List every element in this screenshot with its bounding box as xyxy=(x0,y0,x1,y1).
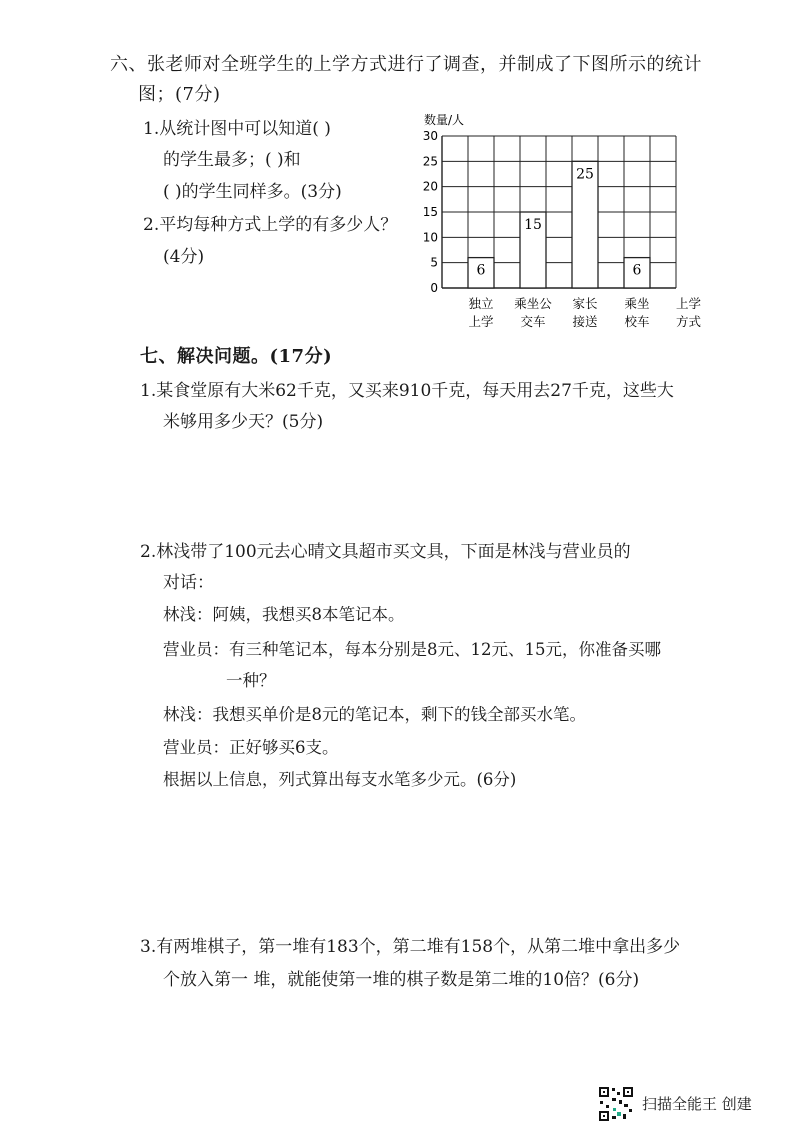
problem1-line1: 1.某食堂原有大米62千克，又买来910千克，每天用去27千克，这些大 xyxy=(140,381,674,401)
category-label-1-line1: 乘坐公 xyxy=(514,296,552,311)
dialog-line5: 根据以上信息，列式算出每支水笔多少元。(6分) xyxy=(163,770,517,789)
section6-title-line1: 六、张老师对全班学生的上学方式进行了调查，并制成了下图所示的统计 xyxy=(110,54,702,75)
category-label-3-line2: 校车 xyxy=(624,314,650,329)
problem2-line2: 对话： xyxy=(163,573,214,593)
section6-q1-line2: 的学生最多；( )和 xyxy=(163,150,301,170)
section6-title-line2: 图；(7分) xyxy=(138,84,221,105)
problem3-line2: 个放入第一 堆，就能使第一堆的棋子数是第二堆的10倍？(6分) xyxy=(163,970,640,990)
y-tick-10: 10 xyxy=(422,230,438,245)
category-label-1-line2: 交车 xyxy=(520,314,546,329)
chart-xlabel-line2: 方式 xyxy=(676,314,702,329)
y-tick-25: 25 xyxy=(422,154,438,169)
problem2-line1: 2.林浅带了100元去心晴文具超市买文具，下面是林浅与营业员的 xyxy=(140,542,631,562)
category-label-3-line1: 乘坐 xyxy=(624,296,650,311)
scanner-app-name: 扫描全能王 创建 xyxy=(642,1095,752,1113)
problem3-line1: 3.有两堆棋子，第一堆有183个，第二堆有158个，从第二堆中拿出多少 xyxy=(140,937,681,957)
y-tick-30: 30 xyxy=(422,129,438,143)
section6-q1-line1: 1.从统计图中可以知道( ) xyxy=(143,119,331,139)
dialog-line1: 林浅：阿姨，我想买8本笔记本。 xyxy=(163,605,405,624)
dialog-line4: 营业员：正好够买6支。 xyxy=(163,738,339,757)
bar-value-label-3: 6 xyxy=(632,262,642,279)
commute-bar-chart xyxy=(414,110,704,332)
section6-q2-line1: 2.平均每种方式上学的有多少人？ xyxy=(143,215,398,235)
section6-q2-line2: (4分) xyxy=(163,247,205,267)
chart-bars xyxy=(468,161,650,288)
category-label-2-line1: 家长 xyxy=(572,296,598,311)
y-tick-0: 0 xyxy=(430,281,438,295)
dialog-line3: 林浅：我想买单价是8元的笔记本，剩下的钱全部买水笔。 xyxy=(163,705,586,724)
dialog-line2b: 一种？ xyxy=(226,671,276,690)
y-tick-20: 20 xyxy=(422,179,438,194)
y-tick-5: 5 xyxy=(430,255,438,270)
category-label-0-line2: 上学 xyxy=(468,314,494,329)
chart-ylabel: 数量/人 xyxy=(424,113,465,127)
y-tick-15: 15 xyxy=(422,205,438,219)
section6-q1-line3: ( )的学生同样多。(3分) xyxy=(163,182,342,202)
qr-code-icon xyxy=(598,1086,634,1122)
bar-value-label-1: 15 xyxy=(524,217,542,233)
bar-value-label-2: 25 xyxy=(576,166,594,183)
bar-value-label-0: 6 xyxy=(476,262,486,279)
chart-categories xyxy=(468,296,650,329)
category-label-0-line1: 独立 xyxy=(468,296,494,311)
chart-yticks xyxy=(423,129,438,295)
section7-title: 七、解决问题。(17分) xyxy=(140,346,333,367)
problem1-line2: 米够用多少天？(5分) xyxy=(163,412,324,432)
dialog-line2: 营业员：有三种笔记本，每本分别是8元、12元、15元，你准备买哪 xyxy=(163,640,661,659)
category-label-2-line2: 接送 xyxy=(572,314,598,329)
chart-xlabel-line1: 上学 xyxy=(676,296,702,311)
